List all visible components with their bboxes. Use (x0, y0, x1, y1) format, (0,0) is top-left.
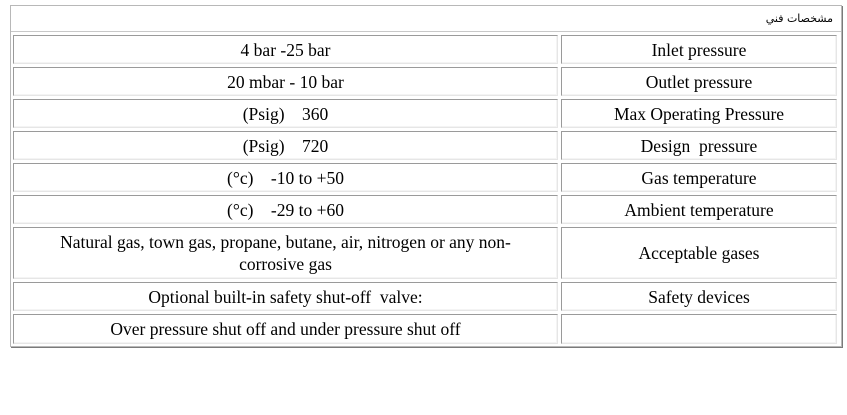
table-title: مشخصات فني (765, 12, 833, 25)
table-row-gas-temperature (13, 163, 839, 192)
outlet-pressure-label: Outlet pressure (561, 67, 837, 96)
table-body (11, 32, 841, 346)
table-row-design-pressure (13, 131, 839, 160)
technical-specifications-table (10, 5, 842, 347)
design-pressure-value: (Psig) 720 (13, 131, 558, 160)
safety-devices-value: Optional built-in safety shut-off valve: (13, 282, 558, 311)
design-pressure-label: Design pressure (561, 131, 837, 160)
ambient-temperature-value: (°c) -29 to +60 (13, 195, 558, 224)
table-header (11, 6, 841, 32)
acceptable-gases-label: Acceptable gases (561, 227, 837, 279)
table-row-outlet-pressure (13, 67, 839, 96)
ambient-temperature-label: Ambient temperature (561, 195, 837, 224)
gas-temperature-value: (°c) -10 to +50 (13, 163, 558, 192)
table-row-inlet-pressure (13, 35, 839, 64)
max-operating-pressure-value: (Psig) 360 (13, 99, 558, 128)
table-row-acceptable-gases (13, 227, 839, 279)
safety-devices-label: Safety devices (561, 282, 837, 311)
acceptable-gases-value: Natural gas, town gas, propane, butane, air, nitrogen or any non-corrosive gas (13, 227, 558, 279)
gas-temperature-label: Gas temperature (561, 163, 837, 192)
max-operating-pressure-label: Max Operating Pressure (561, 99, 837, 128)
outlet-pressure-value: 20 mbar - 10 bar (13, 67, 558, 96)
table-row-max-operating-pressure (13, 99, 839, 128)
table-row-shut-off (13, 314, 839, 344)
table-row-safety-devices (13, 282, 839, 311)
shut-off-value: Over pressure shut off and under pressure shut off (13, 314, 558, 344)
table-row-ambient-temperature (13, 195, 839, 224)
inlet-pressure-label: Inlet pressure (561, 35, 837, 64)
shut-off-label (561, 314, 837, 344)
inlet-pressure-value: 4 bar -25 bar (13, 35, 558, 64)
